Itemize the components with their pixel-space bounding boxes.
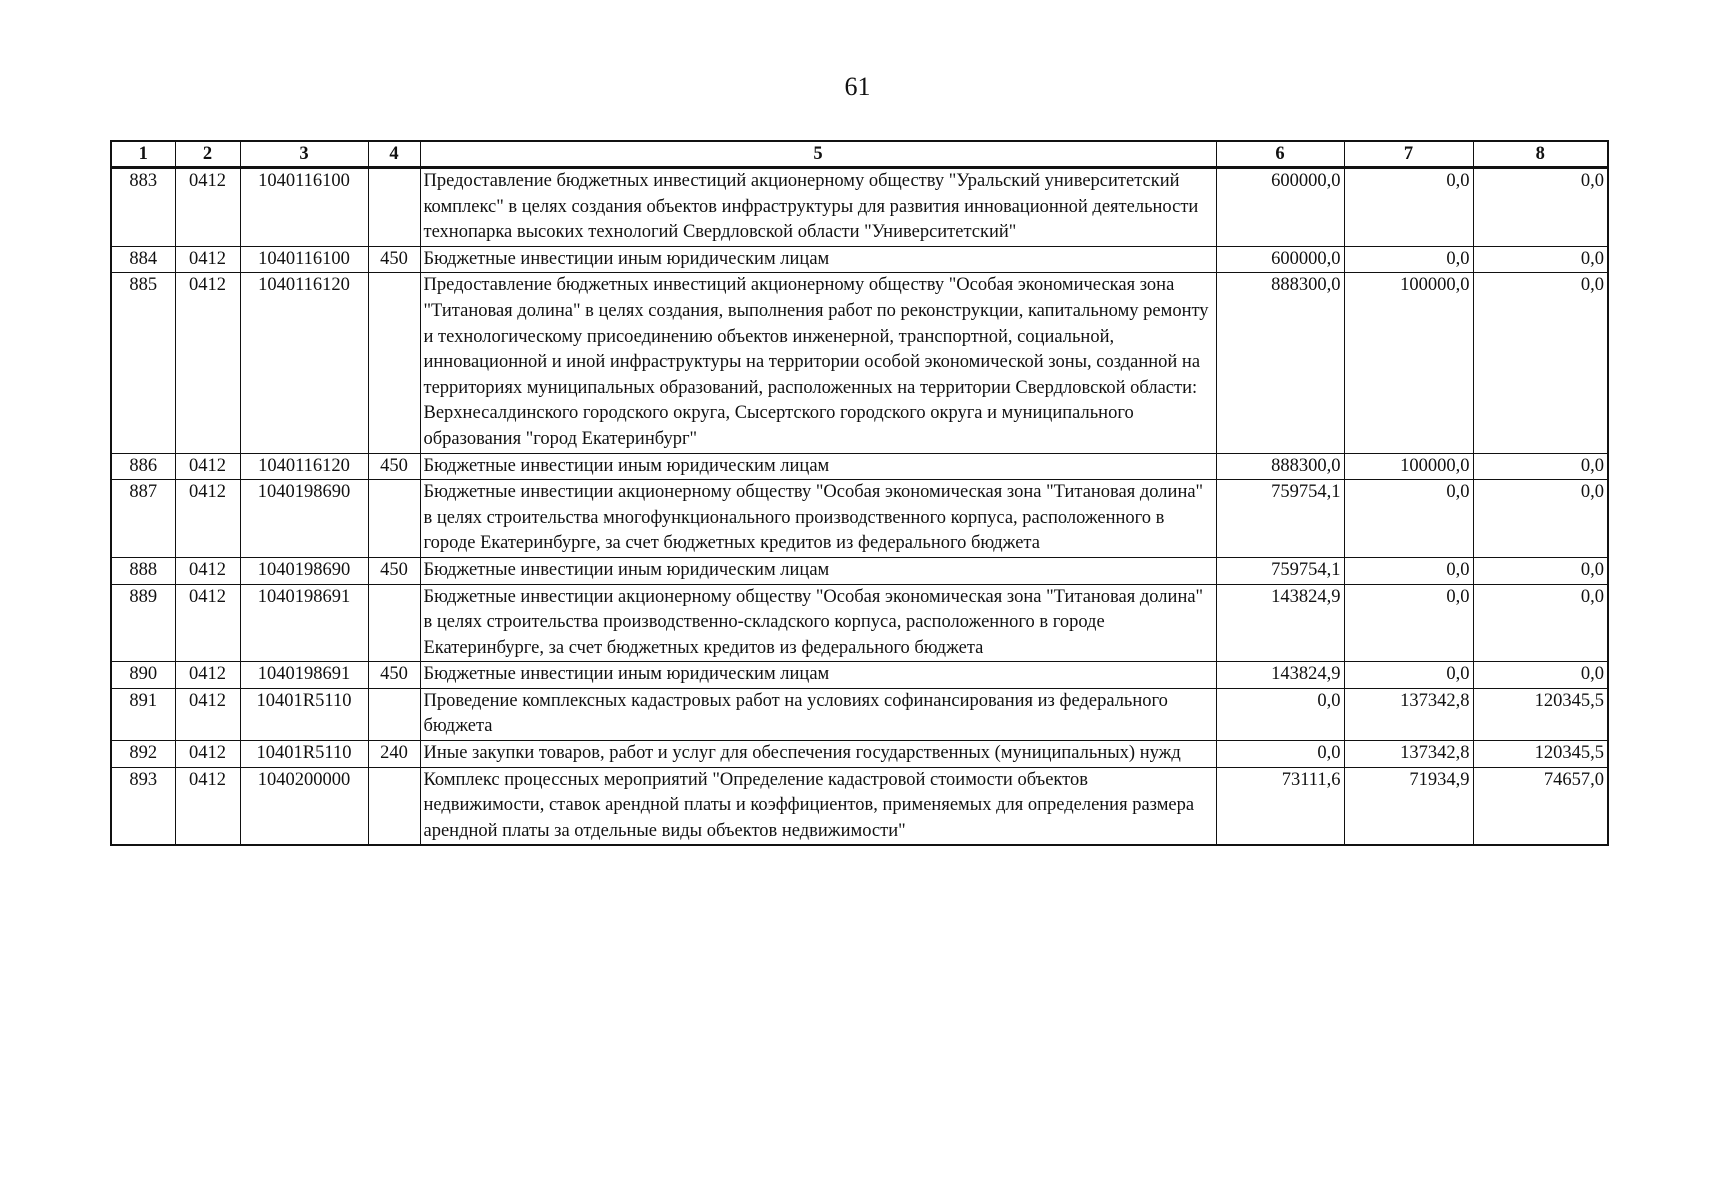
amount-col-8: 0,0 — [1473, 453, 1608, 480]
target-article-code: 1040116120 — [240, 273, 368, 453]
expense-type-code — [368, 767, 420, 845]
row-number: 883 — [111, 168, 175, 247]
target-article-code: 10401R5110 — [240, 741, 368, 768]
section-code: 0412 — [175, 584, 240, 662]
amount-col-8: 74657,0 — [1473, 767, 1608, 845]
col-header-4: 4 — [368, 141, 420, 168]
expense-type-code: 450 — [368, 557, 420, 584]
expense-type-code: 450 — [368, 453, 420, 480]
amount-col-8: 0,0 — [1473, 480, 1608, 558]
item-name: Бюджетные инвестиции иным юридическим лицам — [420, 453, 1216, 480]
amount-col-8: 120345,5 — [1473, 741, 1608, 768]
amount-col-6: 600000,0 — [1216, 246, 1344, 273]
target-article-code: 1040116100 — [240, 246, 368, 273]
table-row — [111, 246, 1608, 273]
amount-col-6: 73111,6 — [1216, 767, 1344, 845]
target-article-code: 10401R5110 — [240, 688, 368, 740]
section-code: 0412 — [175, 453, 240, 480]
amount-col-8: 0,0 — [1473, 273, 1608, 453]
section-code: 0412 — [175, 168, 240, 247]
col-header-6: 6 — [1216, 141, 1344, 168]
expense-type-code: 450 — [368, 662, 420, 689]
target-article-code: 1040198690 — [240, 480, 368, 558]
expense-type-code: 450 — [368, 246, 420, 273]
row-number: 893 — [111, 767, 175, 845]
section-code: 0412 — [175, 767, 240, 845]
section-code: 0412 — [175, 273, 240, 453]
expense-type-code — [368, 168, 420, 247]
table-row — [111, 662, 1608, 689]
table-row — [111, 584, 1608, 662]
section-code: 0412 — [175, 688, 240, 740]
table-row — [111, 480, 1608, 558]
item-name: Бюджетные инвестиции иным юридическим лицам — [420, 662, 1216, 689]
item-name: Бюджетные инвестиции иным юридическим лицам — [420, 246, 1216, 273]
expense-type-code — [368, 480, 420, 558]
amount-col-8: 120345,5 — [1473, 688, 1608, 740]
amount-col-7: 0,0 — [1344, 662, 1473, 689]
amount-col-6: 143824,9 — [1216, 662, 1344, 689]
target-article-code: 1040198691 — [240, 584, 368, 662]
section-code: 0412 — [175, 741, 240, 768]
amount-col-8: 0,0 — [1473, 662, 1608, 689]
amount-col-6: 600000,0 — [1216, 168, 1344, 247]
target-article-code: 1040198690 — [240, 557, 368, 584]
amount-col-8: 0,0 — [1473, 246, 1608, 273]
row-number: 890 — [111, 662, 175, 689]
expense-type-code — [368, 688, 420, 740]
section-code: 0412 — [175, 662, 240, 689]
table-row — [111, 168, 1608, 247]
item-name: Предоставление бюджетных инвестиций акционерному обществу "Уральский университетский комплекс" в целях создания объектов инфраструктуры для развития инновационной деятельности технопарка высоких технологий Свердловской области "Университетский" — [420, 168, 1216, 247]
item-name: Бюджетные инвестиции акционерному обществу "Особая экономическая зона "Титановая долина" в целях строительства производственно-складского корпуса, расположенного в городе Екатеринбурге, за счет бюджетных кредитов из федерального бюджета — [420, 584, 1216, 662]
amount-col-6: 0,0 — [1216, 741, 1344, 768]
header-row — [111, 141, 1608, 168]
page-number: 61 — [844, 72, 871, 101]
amount-col-7: 0,0 — [1344, 480, 1473, 558]
amount-col-6: 888300,0 — [1216, 273, 1344, 453]
table-row — [111, 453, 1608, 480]
amount-col-8: 0,0 — [1473, 557, 1608, 584]
item-name: Предоставление бюджетных инвестиций акционерному обществу "Особая экономическая зона "Титановая долина" в целях создания, выполнения работ по реконструкции, капитальному ремонту и технологическому присоединению объектов инженерной, транспортной, социальной, инновационной и иной инфраструктуры на территории особой экономической зоны, созданной на территориях муниципальных образований, расположенных на территории Свердловской области: Верхнесалдинского городского округа, Сысертского городского округа и муниципального образования "город Екатеринбург" — [420, 273, 1216, 453]
row-number: 891 — [111, 688, 175, 740]
amount-col-7: 71934,9 — [1344, 767, 1473, 845]
amount-col-7: 100000,0 — [1344, 273, 1473, 453]
amount-col-6: 143824,9 — [1216, 584, 1344, 662]
amount-col-7: 0,0 — [1344, 584, 1473, 662]
row-number: 887 — [111, 480, 175, 558]
amount-col-7: 137342,8 — [1344, 688, 1473, 740]
budget-table — [110, 140, 1609, 846]
row-number: 884 — [111, 246, 175, 273]
col-header-2: 2 — [175, 141, 240, 168]
table-row — [111, 767, 1608, 845]
col-header-8: 8 — [1473, 141, 1608, 168]
item-name: Иные закупки товаров, работ и услуг для обеспечения государственных (муниципальных) нужд — [420, 741, 1216, 768]
section-code: 0412 — [175, 557, 240, 584]
amount-col-7: 0,0 — [1344, 246, 1473, 273]
col-header-5: 5 — [420, 141, 1216, 168]
row-number: 889 — [111, 584, 175, 662]
amount-col-6: 759754,1 — [1216, 480, 1344, 558]
item-name: Бюджетные инвестиции акционерному обществу "Особая экономическая зона "Титановая долина" в целях строительства многофункционального производственного корпуса, расположенного в городе Екатеринбурге, за счет бюджетных кредитов из федерального бюджета — [420, 480, 1216, 558]
target-article-code: 1040116100 — [240, 168, 368, 247]
row-number: 885 — [111, 273, 175, 453]
row-number: 888 — [111, 557, 175, 584]
amount-col-6: 0,0 — [1216, 688, 1344, 740]
amount-col-6: 888300,0 — [1216, 453, 1344, 480]
col-header-7: 7 — [1344, 141, 1473, 168]
item-name: Проведение комплексных кадастровых работ на условиях софинансирования из федерального бюджета — [420, 688, 1216, 740]
amount-col-7: 0,0 — [1344, 557, 1473, 584]
table-row — [111, 688, 1608, 740]
item-name: Комплекс процессных мероприятий "Определение кадастровой стоимости объектов недвижимости, ставок арендной платы и коэффициентов, применяемых для определения размера арендной платы за отдельные виды объектов недвижимости" — [420, 767, 1216, 845]
expense-type-code — [368, 273, 420, 453]
table-row — [111, 557, 1608, 584]
item-name: Бюджетные инвестиции иным юридическим лицам — [420, 557, 1216, 584]
col-header-3: 3 — [240, 141, 368, 168]
row-number: 886 — [111, 453, 175, 480]
amount-col-6: 759754,1 — [1216, 557, 1344, 584]
expense-type-code: 240 — [368, 741, 420, 768]
target-article-code: 1040116120 — [240, 453, 368, 480]
amount-col-8: 0,0 — [1473, 584, 1608, 662]
section-code: 0412 — [175, 480, 240, 558]
amount-col-8: 0,0 — [1473, 168, 1608, 247]
col-header-1: 1 — [111, 141, 175, 168]
expense-type-code — [368, 584, 420, 662]
table-row — [111, 273, 1608, 453]
amount-col-7: 100000,0 — [1344, 453, 1473, 480]
row-number: 892 — [111, 741, 175, 768]
target-article-code: 1040198691 — [240, 662, 368, 689]
amount-col-7: 137342,8 — [1344, 741, 1473, 768]
target-article-code: 1040200000 — [240, 767, 368, 845]
table-row — [111, 741, 1608, 768]
amount-col-7: 0,0 — [1344, 168, 1473, 247]
section-code: 0412 — [175, 246, 240, 273]
